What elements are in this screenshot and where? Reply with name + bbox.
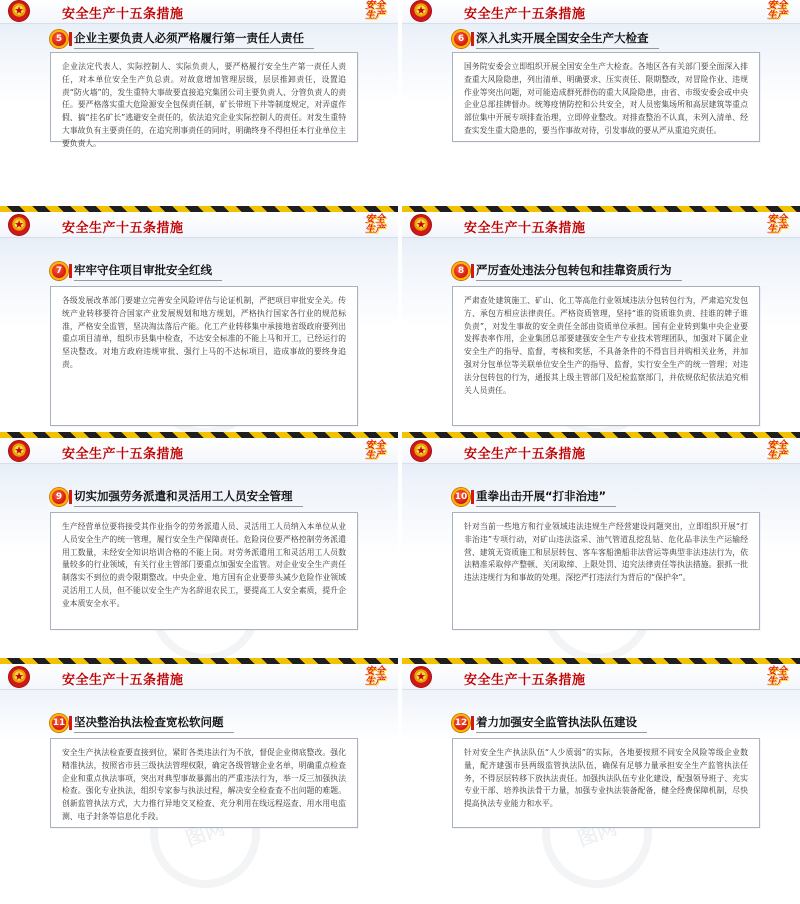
section-body-text: 针对当前一些地方和行业领域违法违规生产经营建设问题突出，立即组织开展“打非治违”专项行动，对矿山违法盗采、油气管道乱挖乱钻、危化品非法生产运输经营、建筑无资质施工和层层转包、客车客船渔船非法营运等典型非法违法行为，依法精准采取停产整顿、关闭取缔、上限处罚、追究法律责任等执法措施。狠抓一批违法违规行为和事故的处理。深挖严打违法行为背后的“保护伞”。 <box>464 522 748 583</box>
section-body-box <box>452 286 760 426</box>
slide-header <box>0 212 398 238</box>
slide-header-title: 安全生产十五条措施 <box>62 221 184 236</box>
section-title: 坚决整治执法检查宽松软问题 <box>74 714 234 733</box>
slide-header <box>402 212 800 238</box>
safety-production-logo: 安全生产 <box>365 666 385 687</box>
slide-header <box>0 664 398 690</box>
section-title: 重拳出击开展“打非治违” <box>476 488 616 507</box>
section-title-row <box>452 714 647 732</box>
emblem-star-icon: ★ <box>416 670 426 683</box>
emblem-star-icon: ★ <box>14 4 24 17</box>
section-body-text: 生产经营单位要将接受其作业指令的劳务派遣人员、灵活用工人员纳入本单位从业人员安全生产的统一管理，履行安全生产保障责任。危险岗位要严格控制劳务派遣用工数量，未经安全知识培训合格的不能上岗。对劳务派遣用工和灵活用工人员数量较多的行业领域，有关行业主管部门要重点加强安全监管。对企业安全生产责任制落实不到位的责令限期整改。中央企业、地方国有企业要带头减少危险作业领域灵活用工人员，但不能以安全生产为名辞退农民工，要提高工人安全素质，提升企业本质安全水平。 <box>62 522 346 608</box>
slide-header <box>402 664 800 690</box>
emblem-star-icon: ★ <box>14 218 24 231</box>
slide-header-title: 安全生产十五条措施 <box>464 447 586 462</box>
section-title: 严厉查处违法分包转包和挂靠资质行为 <box>476 262 682 281</box>
safety-production-logo: 安全生产 <box>365 440 385 461</box>
emblem-star-icon: ★ <box>416 4 426 17</box>
badge-accent-bar <box>69 716 72 730</box>
section-title: 切实加强劳务派遣和灵活用工人员安全管理 <box>74 488 303 507</box>
section-body-box <box>50 52 358 148</box>
slide-header <box>402 438 800 464</box>
safety-production-logo: 安全生产 <box>767 214 787 235</box>
slide-panel <box>0 0 398 194</box>
section-body-text: 各级发展改革部门要建立完善安全风险评估与论证机制，严把项目审批安全关。传统产业转移要符合国家产业发展规划和地方规划，严格执行国家各行业的规范标准，严格安全监管，坚决淘汰落后产能。化工产业转移集中承接地省级政府要列出重点项目清单，组织市县集中检查，不达安全标准的不能上马和开工，已经运行的坚决整改。对地方政府违规审批、强行上马的不达标项目，造成事故的要终身追责。 <box>62 296 346 369</box>
section-body-box <box>50 286 358 426</box>
slide-header <box>0 0 398 24</box>
emblem-icon <box>8 440 30 462</box>
safety-production-logo: 安全生产 <box>767 0 787 21</box>
emblem-star-icon: ★ <box>14 670 24 683</box>
slide-panel <box>0 658 398 852</box>
slide-header-title: 安全生产十五条措施 <box>62 447 184 462</box>
badge-accent-bar <box>69 490 72 504</box>
slide-panel <box>0 432 398 654</box>
section-title-row <box>452 488 616 506</box>
section-body-text: 严肃查处建筑施工、矿山、化工等高危行业领域违法分包转包行为，严肃追究发包方、承包方相应法律责任。严格资质管理，坚持“谁的资质谁负责、挂谁的牌子谁负责”，对发生事故的安全责任全部由资质单位承担。国有企业转到集中央企业要发挥表率作用，企业集团总部要建强安全生产专业技术管理团队，加强对下属企业安全生产的指导、监督，考核和奖惩，不具备条件的不得盲目并购相关业务，并加强对分包单位等关联单位安全生产的指导、监督，实行安全生产的统一管理；对违法分包转包的行为，通报其上级主管部门及纪检监察部门，并依规依纪依法追究相关人员责任。 <box>464 296 748 395</box>
safety-production-logo: 安全生产 <box>365 0 385 21</box>
section-body-text: 针对安全生产执法队伍“人少质弱”的实际，各地要按照不同安全风险等级企业数量，配齐建强市县两级监管执法队伍，确保有足够力量承担安全生产监管执法任务，不得层层转移下放执法责任。加强执法队伍专业化建设，配强领导班子、充实专业干部、培养执法骨干力量，加强专业执法装备配备，健全经费保障机制，尽快提高执法专业能力和水平。 <box>464 748 748 809</box>
section-number-badge: 8 <box>452 262 470 280</box>
safety-production-logo: 安全生产 <box>767 666 787 687</box>
section-title-row <box>50 488 303 506</box>
slide-header <box>402 0 800 24</box>
safety-production-logo: 安全生产 <box>767 440 787 461</box>
section-title: 着力加强安全监管执法队伍建设 <box>476 714 647 733</box>
slide-panel <box>402 0 800 194</box>
badge-accent-bar <box>471 32 474 46</box>
badge-accent-bar <box>471 490 474 504</box>
slide-header-title: 安全生产十五条措施 <box>62 673 184 688</box>
section-body-text: 安全生产执法检查要直接到位，紧盯各类违法行为不放，督促企业彻底整改。强化精准执法，按照省市县三级执法管理权限，确定各级管辖企业名单，明确重点检查企业和重点执法事项，突出对典型事故暴露出的严重违法行为，举一反三加强执法检查。强化专业执法，组织专家参与执法过程，解决安全检查查不出问题的难题。创新监管执法方式，大力推行异地交叉检查、充分利用在线远程巡查、用水用电监测、电子封条等信息化手段。 <box>62 748 346 821</box>
badge-accent-bar <box>69 32 72 46</box>
section-body-text: 国务院安委会立即组织开展全国安全生产大检查。各地区各有关部门要全面深入排查重大风险隐患，列出清单、明确要求、压实责任、限期整改，对冒险作业、违规作业等突出问题，对可能造成群死群伤的重大风险隐患，由省、市级安委会或中央企业总部挂牌督办。统筹疫情防控和公共安全，对人员密集场所和高层建筑等重点部位集中开展专项排查治理，立即停业整改。对排查整治不认真，未列入清单、经查实发生重大隐患的，要当作事故对待，引发事故的要从严从重追究责任。 <box>464 62 748 135</box>
watermark-seal: 图网 <box>527 763 668 904</box>
section-body-text: 企业法定代表人、实际控制人、实际负责人，要严格履行安全生产第一责任人责任，对本单位安全生产负总责。对故意增加管理层级，层层推卸责任，设置追责“防火墙”的，发生重特大事故要直接追究集团公司主要负责人、分管负责人的责任。要严格落实重大危险源安全包保责任制，矿长带班下井等制度规定，对弄虚作假、搞“挂名矿长”逃避安全责任的，依法追究企业实际控制人的责任。对发生重特大事故负有主要责任的，在追究刑事责任的同时，明确终身不得担任本行业单位主要负责人。 <box>62 62 346 148</box>
emblem-icon <box>8 214 30 236</box>
slide-header <box>0 438 398 464</box>
section-title: 牢牢守住项目审批安全红线 <box>74 262 222 281</box>
emblem-icon <box>8 666 30 688</box>
section-body-box <box>50 512 358 630</box>
badge-accent-bar <box>69 264 72 278</box>
emblem-star-icon: ★ <box>416 444 426 457</box>
safety-production-logo: 安全生产 <box>365 214 385 235</box>
section-body-box <box>452 738 760 828</box>
section-title: 深入扎实开展全国安全生产大检查 <box>476 30 659 49</box>
section-number-badge: 5 <box>50 30 68 48</box>
section-number-badge: 10 <box>452 488 470 506</box>
slide-panel <box>402 658 800 852</box>
section-number-badge: 11 <box>50 714 68 732</box>
emblem-icon <box>8 0 30 22</box>
slide-header-title: 安全生产十五条措施 <box>464 673 586 688</box>
slide-header-title: 安全生产十五条措施 <box>62 7 184 22</box>
emblem-icon <box>410 0 432 22</box>
section-number-badge: 12 <box>452 714 470 732</box>
badge-accent-bar <box>471 716 474 730</box>
slide-panel <box>402 206 800 428</box>
section-body-box <box>452 512 760 630</box>
section-body-box <box>50 738 358 828</box>
section-title-row <box>50 30 314 48</box>
section-title-row <box>452 30 659 48</box>
section-title: 企业主要负责人必须严格履行第一责任人责任 <box>74 30 314 49</box>
emblem-icon <box>410 666 432 688</box>
badge-accent-bar <box>471 264 474 278</box>
section-title-row <box>50 714 234 732</box>
section-body-box <box>452 52 760 142</box>
watermark-seal: 图网 <box>135 763 276 904</box>
section-number-badge: 7 <box>50 262 68 280</box>
slide-header-title: 安全生产十五条措施 <box>464 7 586 22</box>
emblem-star-icon: ★ <box>14 444 24 457</box>
slide-panel <box>0 206 398 428</box>
section-number-badge: 6 <box>452 30 470 48</box>
emblem-star-icon: ★ <box>416 218 426 231</box>
section-title-row <box>50 262 222 280</box>
slide-header-title: 安全生产十五条措施 <box>464 221 586 236</box>
emblem-icon <box>410 440 432 462</box>
emblem-icon <box>410 214 432 236</box>
section-number-badge: 9 <box>50 488 68 506</box>
section-title-row <box>452 262 682 280</box>
slide-panel <box>402 432 800 654</box>
